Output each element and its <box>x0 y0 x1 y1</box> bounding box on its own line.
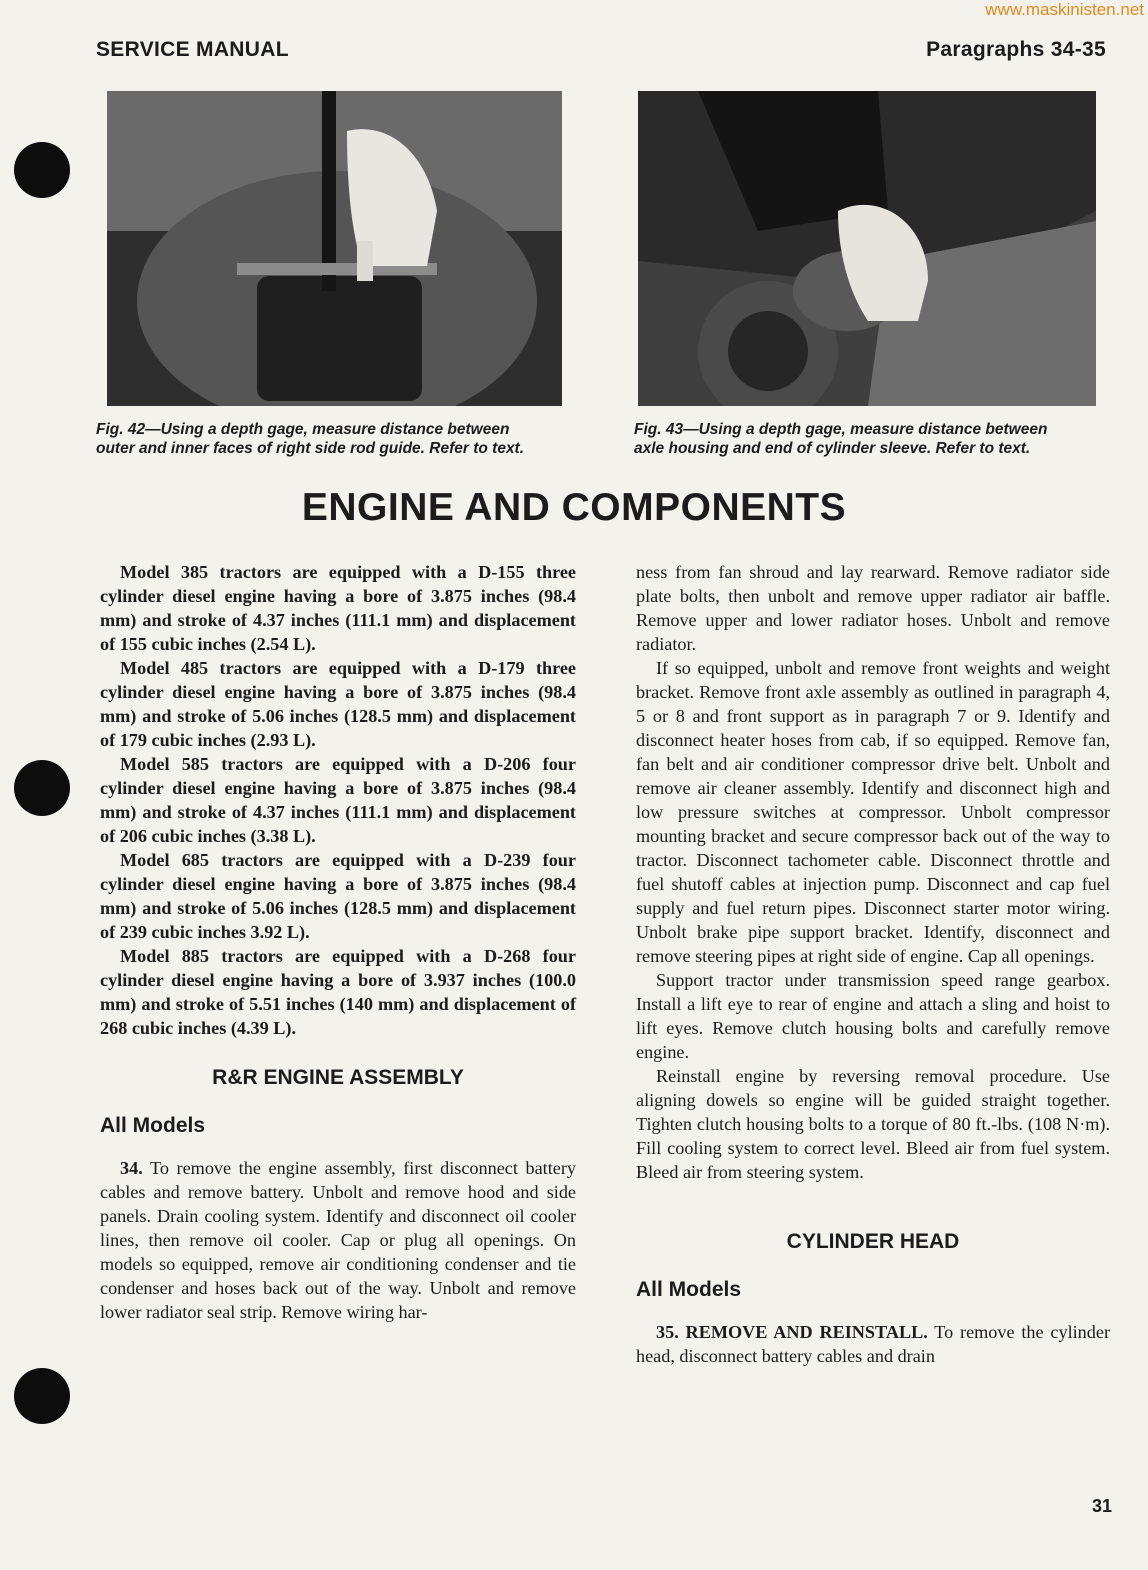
figure-43-caption <box>634 420 1114 458</box>
cylinder-head-heading: CYLINDER HEAD <box>786 1230 960 1253</box>
page-title: ENGINE AND COMPONENTS <box>301 486 847 529</box>
running-header-left: SERVICE MANUAL <box>96 38 289 61</box>
right-column <box>636 560 1110 1368</box>
model-385-paragraph: Model 385 tractors are equipped with a D-155 three cylinder diesel engine having a bore of 3.875 inches (98.4 mm) and stroke of 4.37 inches (111.1 mm) and displacement of 155 cubic inches (2.54 L). <box>100 562 576 654</box>
paragraph-35 <box>636 1320 1110 1368</box>
figure-42-caption-line2: outer and inner faces of right side rod guide. Refer to text. <box>96 440 525 457</box>
watermark: www.maskinisten.net <box>985 0 1144 19</box>
figure-43-caption-line1: Fig. 43—Using a depth gage, measure distance between <box>634 421 1048 438</box>
binder-hole-middle <box>14 760 70 816</box>
paragraph-34-number: 34. <box>120 1158 143 1178</box>
page-number: 31 <box>1091 1496 1112 1516</box>
figure-42-caption-line1: Fig. 42—Using a depth gage, measure distance between <box>96 421 510 438</box>
figure-43-caption-line2: axle housing and end of cylinder sleeve. Refer to text. <box>634 440 1031 457</box>
model-585-paragraph: Model 585 tractors are equipped with a D-206 four cylinder diesel engine having a bore of 3.875 inches (98.4 mm) and stroke of 4.37 inches (111.1 mm) and displacement of 206 cubic inches (3.38 L). <box>100 754 576 846</box>
rr-engine-assembly-heading: R&R ENGINE ASSEMBLY <box>212 1066 464 1089</box>
paragraph-34-part4: Reinstall engine by reversing removal procedure. Use aligning dowels so engine will be guided straight together. Tighten clutch housing bolts to a torque of 80 ft.-lbs. (108 N·m). Fill cooling system to correct level. Bleed air from fuel system. Bleed air from steering system. <box>636 1066 1110 1182</box>
binder-hole-bottom <box>14 1368 70 1424</box>
cylinder-head-all-models-subheading: All Models <box>636 1278 742 1301</box>
paragraph-34-continued: ness from fan shroud and lay rearward. Remove radiator side plate bolts, then unbolt and remove upper radiator air baffle. Remove upper and lower radiator hoses. Unbolt and remove radiator. <box>636 562 1110 654</box>
paragraph-34 <box>100 1156 576 1324</box>
figure-43-photo <box>638 91 1096 406</box>
running-header-right: Paragraphs 34-35 <box>926 38 1106 61</box>
figure-42-caption <box>96 420 576 458</box>
rr-all-models-subheading: All Models <box>100 1114 206 1137</box>
paragraph-35-text: To remove the cylinder head, disconnect battery cables and drain <box>636 1322 1110 1366</box>
paragraph-35-lead: 35. REMOVE AND REINSTALL. <box>656 1322 928 1342</box>
left-column <box>100 560 576 1324</box>
paragraph-34-part3: Support tractor under transmission speed range gearbox. Install a lift eye to rear of engine and attach a sling and hoist to lift eyes. Remove clutch housing bolts and carefully remove engine. <box>636 970 1110 1062</box>
paragraph-34-text: To remove the engine assembly, first disconnect battery cables and remove battery. Unbolt and remove hood and side panels. Drain cooling system. Identify and disconnect oil cooler lines, then remove oil cooler. Cap or plug all openings. On models so equipped, remove air conditioning condenser and tie condenser and hoses back out of the way. Unbolt and remove lower radiator seal strip. Remove wiring har- <box>100 1158 576 1322</box>
model-885-paragraph: Model 885 tractors are equipped with a D-268 four cylinder diesel engine having a bore of 3.937 inches (100.0 mm) and stroke of 5.51 inches (140 mm) and displacement of 268 cubic inches (4.39 L). <box>100 946 576 1038</box>
model-485-paragraph: Model 485 tractors are equipped with a D-179 three cylinder diesel engine having a bore of 3.875 inches (98.4 mm) and stroke of 5.06 inches (128.5 mm) and displacement of 179 cubic inches (2.93 L). <box>100 658 576 750</box>
figure-42-photo <box>107 91 562 406</box>
binder-hole-top <box>14 142 70 198</box>
model-685-paragraph: Model 685 tractors are equipped with a D-239 four cylinder diesel engine having a bore of 3.875 inches (98.4 mm) and stroke of 5.06 inches (128.5 mm) and displacement of 239 cubic inches 3.92 L). <box>100 850 576 942</box>
paragraph-34-part2: If so equipped, unbolt and remove front weights and weight bracket. Remove front axle assembly as outlined in paragraph 4, 5 or 8 and front support as in paragraph 7 or 9. Identify and disconnect heater hoses from cab, if so equipped. Remove fan, fan belt and air conditioner compressor drive belt. Unbolt and remove air cleaner assembly. Identify and disconnect high and low pressure switches at compressor. Unbolt compressor mounting bracket and secure compressor back out of the way to tractor. Disconnect tachometer cable. Disconnect throttle and fuel shutoff cables at injection pump. Disconnect and cap fuel supply and fuel return pipes. Disconnect starter motor wiring. Unbolt brake pipe support bracket. Identify, disconnect and remove steering pipes at right side of engine. Cap all openings. <box>636 658 1110 966</box>
